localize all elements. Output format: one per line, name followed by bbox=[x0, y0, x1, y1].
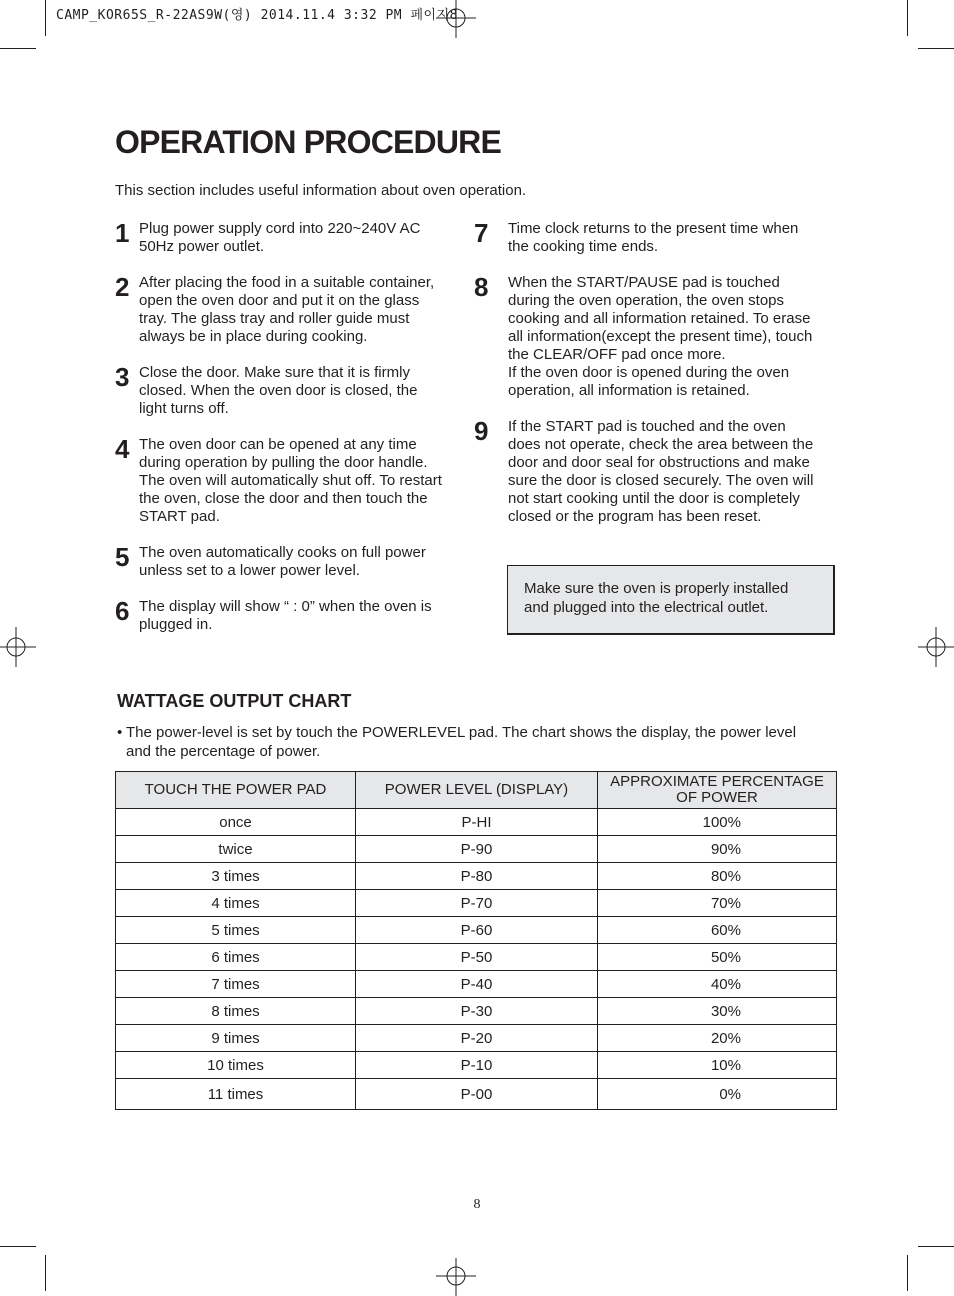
table-cell-display: P-50 bbox=[356, 944, 598, 971]
crop-mark-top-left-h bbox=[0, 48, 36, 49]
table-cell-display: P-70 bbox=[356, 890, 598, 917]
step-item bbox=[474, 220, 836, 256]
page-title: OPERATION PROCEDURE bbox=[115, 124, 502, 160]
column-header-percentage: APPROXIMATE PERCENTAGE OF POWER bbox=[598, 772, 837, 809]
step-item bbox=[115, 220, 465, 256]
steps-left-column bbox=[115, 220, 465, 652]
table-cell-display: P-20 bbox=[356, 1025, 598, 1052]
chart-heading: WATTAGE OUTPUT CHART bbox=[117, 691, 352, 711]
crop-mark-bottom-left-h bbox=[0, 1246, 36, 1247]
step-number: 3 bbox=[115, 362, 130, 392]
percentage-value: 20% bbox=[710, 1029, 741, 1047]
table-cell-display: P-HI bbox=[356, 809, 598, 836]
registration-mark-bottom-icon bbox=[436, 1256, 476, 1296]
step-text: After placing the food in a suitable container, open the oven door and put it on the glass tray. The glass tray and roller guide must always be in place during cooking. bbox=[139, 274, 435, 345]
print-slug: CAMP_KOR65S_R-22AS9W(영) 2014.11.4 3:32 PM 페이지8 bbox=[56, 8, 458, 23]
table-cell-touches: 10 times bbox=[116, 1052, 356, 1079]
percentage-value: 70% bbox=[710, 894, 741, 912]
table-cell-percentage bbox=[598, 863, 837, 890]
table-cell-touches: 6 times bbox=[116, 944, 356, 971]
table-cell-touches: 3 times bbox=[116, 863, 356, 890]
step-item bbox=[115, 598, 465, 634]
table-row bbox=[116, 1079, 837, 1110]
crop-mark-top-left-v bbox=[45, 0, 46, 36]
table-cell-display: P-10 bbox=[356, 1052, 598, 1079]
steps-right-column bbox=[474, 220, 836, 544]
table-cell-display: P-80 bbox=[356, 863, 598, 890]
table-cell-percentage bbox=[598, 836, 837, 863]
step-text: The display will show “ : 0” when the oven is plugged in. bbox=[139, 598, 432, 633]
step-text: The oven automatically cooks on full power unless set to a lower power level. bbox=[139, 544, 426, 579]
table-cell-display: P-30 bbox=[356, 998, 598, 1025]
step-text: If the START pad is touched and the oven does not operate, check the area between the door and door seal for obstructions and make sure the door is closed securely. The oven will not start cooking until the door is completely closed or the program has been reset. bbox=[508, 418, 814, 525]
percentage-value: 40% bbox=[710, 975, 741, 993]
step-item bbox=[115, 436, 465, 526]
table-cell-touches: twice bbox=[116, 836, 356, 863]
table-cell-touches: once bbox=[116, 809, 356, 836]
bullet-icon: • bbox=[117, 724, 123, 741]
table-cell-percentage bbox=[598, 890, 837, 917]
step-item bbox=[474, 418, 836, 526]
step-number: 6 bbox=[115, 596, 130, 626]
table-row bbox=[116, 998, 837, 1025]
percentage-value: 80% bbox=[710, 867, 741, 885]
crop-mark-top-right-v bbox=[907, 0, 908, 36]
table-cell-touches: 4 times bbox=[116, 890, 356, 917]
step-item bbox=[474, 274, 836, 400]
table-cell-percentage bbox=[598, 1052, 837, 1079]
table-cell-touches: 5 times bbox=[116, 917, 356, 944]
table-row bbox=[116, 836, 837, 863]
step-item bbox=[115, 544, 465, 580]
table-cell-percentage bbox=[598, 1025, 837, 1052]
note-box bbox=[507, 565, 835, 635]
table-row bbox=[116, 809, 837, 836]
table-cell-percentage bbox=[598, 917, 837, 944]
table-cell-display: P-40 bbox=[356, 971, 598, 998]
step-text: Time clock returns to the present time when the cooking time ends. bbox=[508, 220, 799, 255]
table-cell-percentage bbox=[598, 809, 837, 836]
registration-mark-right-icon bbox=[914, 627, 954, 667]
table-cell-display: P-60 bbox=[356, 917, 598, 944]
table-row bbox=[116, 944, 837, 971]
step-number: 5 bbox=[115, 542, 130, 572]
percentage-value: 30% bbox=[710, 1002, 741, 1020]
chart-description-text: The power-level is set by touch the POWERLEVEL pad. The chart shows the display, the power level and the percentage of power. bbox=[126, 724, 797, 760]
step-number: 9 bbox=[474, 416, 489, 446]
table-cell-touches: 11 times bbox=[116, 1079, 356, 1110]
table-cell-percentage bbox=[598, 971, 837, 998]
table-row bbox=[116, 1025, 837, 1052]
table-cell-display: P-90 bbox=[356, 836, 598, 863]
note-text: Make sure the oven is properly installed and plugged into the electrical outlet. bbox=[524, 580, 789, 616]
chart-description bbox=[117, 723, 827, 761]
step-number: 2 bbox=[115, 272, 130, 302]
table-cell-percentage bbox=[598, 1079, 837, 1110]
registration-mark-left-icon bbox=[0, 627, 40, 667]
step-number: 7 bbox=[474, 218, 489, 248]
table-cell-display: P-00 bbox=[356, 1079, 598, 1110]
table-cell-percentage bbox=[598, 944, 837, 971]
step-number: 4 bbox=[115, 434, 130, 464]
table-cell-percentage bbox=[598, 998, 837, 1025]
column-header-power-level: POWER LEVEL (DISPLAY) bbox=[356, 772, 598, 809]
step-item bbox=[115, 274, 465, 346]
table-row bbox=[116, 863, 837, 890]
crop-mark-top-right-h bbox=[918, 48, 954, 49]
page-number: 8 bbox=[473, 1197, 481, 1212]
step-text: When the START/PAUSE pad is touched during the oven operation, the oven stops cooking and all information retained. To erase all information(except the present time), touch the CLEAR/OFF pad once more. If the oven door is opened during the oven operation, all information is retained. bbox=[508, 274, 813, 399]
step-number: 8 bbox=[474, 272, 489, 302]
column-header-touch-pad: TOUCH THE POWER PAD bbox=[116, 772, 356, 809]
table-header-row bbox=[116, 772, 837, 809]
step-item bbox=[115, 364, 465, 418]
intro-text: This section includes useful information about oven operation. bbox=[115, 182, 527, 199]
table-cell-touches: 7 times bbox=[116, 971, 356, 998]
crop-mark-bottom-right-h bbox=[918, 1246, 954, 1247]
table-row bbox=[116, 917, 837, 944]
step-text: Close the door. Make sure that it is firmly closed. When the oven door is closed, the light turns off. bbox=[139, 364, 418, 417]
step-text: Plug power supply cord into 220~240V AC 50Hz power outlet. bbox=[139, 220, 421, 255]
table-row bbox=[116, 1052, 837, 1079]
table-row bbox=[116, 890, 837, 917]
percentage-value: 0% bbox=[719, 1085, 741, 1103]
crop-mark-bottom-left-v bbox=[45, 1255, 46, 1291]
percentage-value: 50% bbox=[710, 948, 741, 966]
table-cell-touches: 8 times bbox=[116, 998, 356, 1025]
wattage-output-table bbox=[115, 771, 837, 1110]
crop-mark-bottom-right-v bbox=[907, 1255, 908, 1291]
registration-mark-top-icon bbox=[436, 0, 476, 40]
percentage-value: 60% bbox=[710, 921, 741, 939]
table-cell-touches: 9 times bbox=[116, 1025, 356, 1052]
step-text: The oven door can be opened at any time during operation by pulling the door handle. The oven will automatically shut off. To restart the oven, close the door and then touch the START pad. bbox=[139, 436, 442, 525]
table-row bbox=[116, 971, 837, 998]
step-number: 1 bbox=[115, 218, 130, 248]
percentage-value: 100% bbox=[702, 813, 741, 831]
percentage-value: 10% bbox=[710, 1056, 741, 1074]
percentage-value: 90% bbox=[710, 840, 741, 858]
